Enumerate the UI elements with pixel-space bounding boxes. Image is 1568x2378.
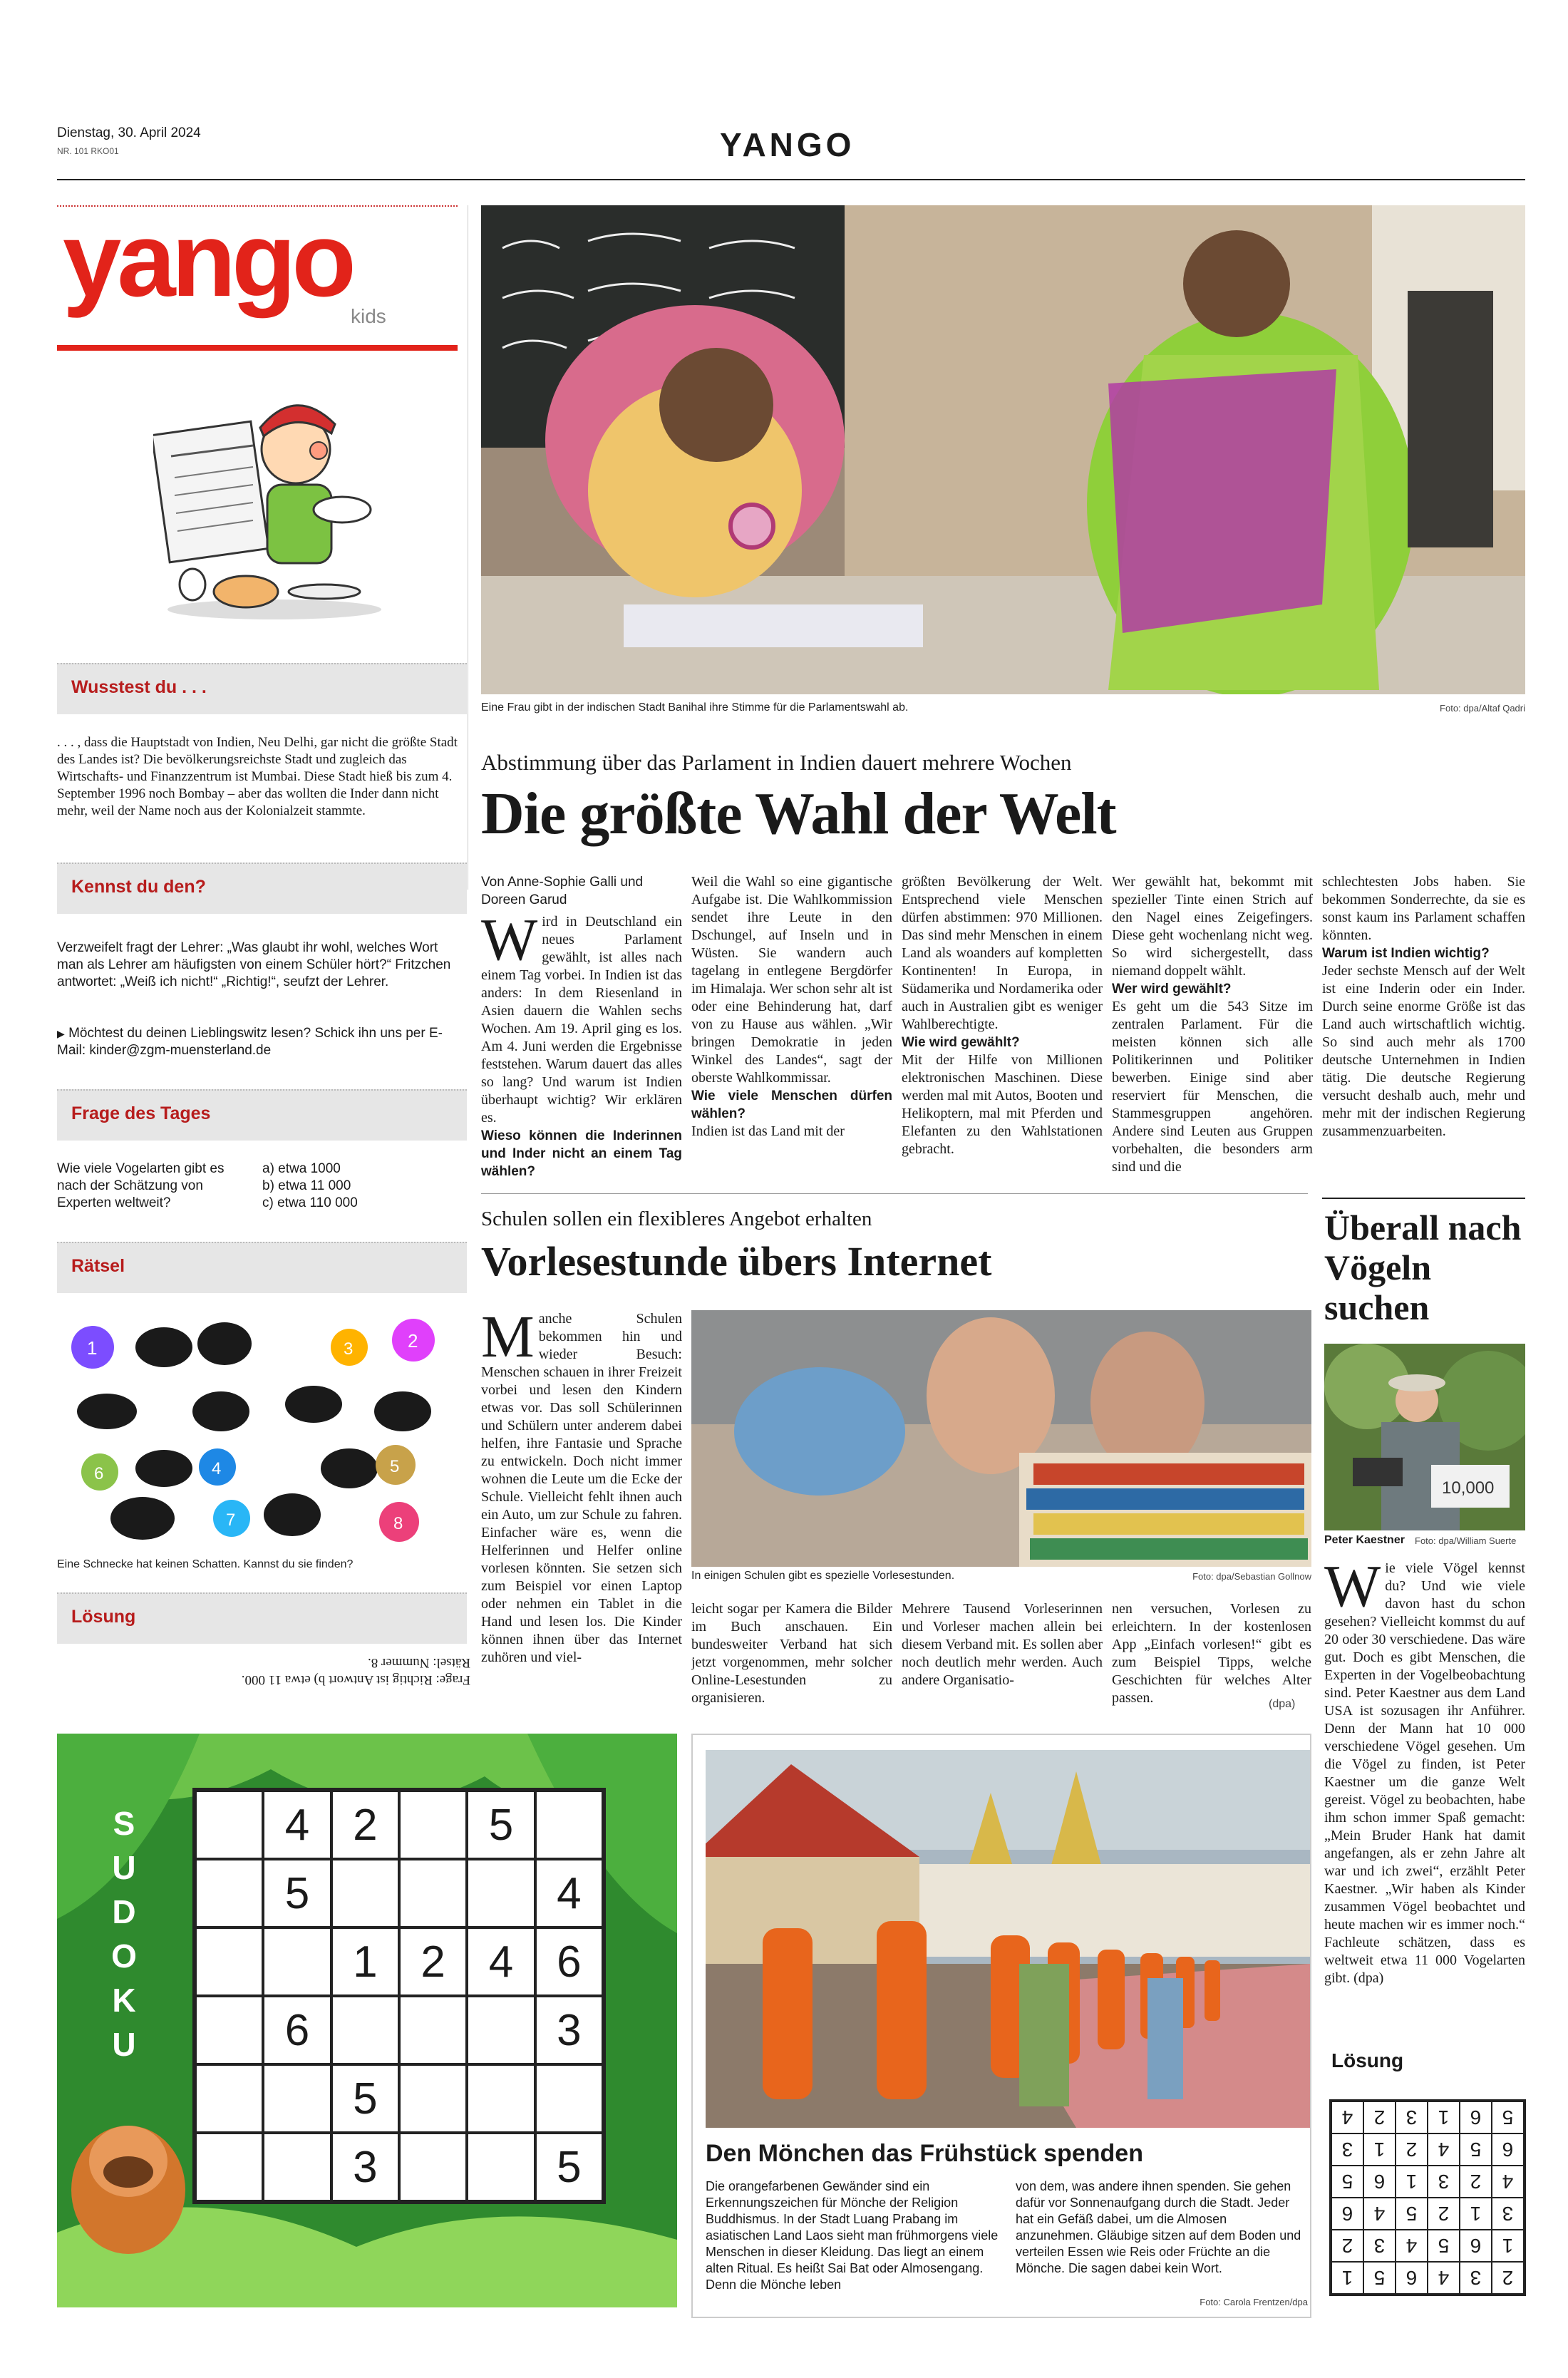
wusstest-heading: Wusstest du . . . (57, 663, 467, 714)
main-question-5: Warum ist Indien wichtig? (1322, 946, 1490, 961)
main-article-rule (481, 1193, 1308, 1194)
reading-photo-caption: In einigen Schulen gibt es spezielle Vorlesestunden. (691, 1570, 955, 1582)
sudoku-cell[interactable]: 3 (331, 2133, 399, 2201)
sudoku-cell[interactable] (399, 1791, 467, 1859)
sudoku-cell[interactable]: 6 (263, 1996, 331, 2064)
sudoku-box (57, 1734, 677, 2307)
logo-underline (57, 345, 458, 351)
sudoku-cell[interactable] (331, 1859, 399, 1927)
moenche-credit: Foto: Carola Frentzen/dpa (1200, 2297, 1308, 2307)
sudoku-cell[interactable] (195, 1927, 263, 1996)
vorlese-headline: Vorlesestunde übers Internet (481, 1238, 992, 1285)
sudoku-cell[interactable] (195, 1996, 263, 2064)
main-question-3: Wie wird gewählt? (902, 1035, 1020, 1050)
solution-cell: 2 (1331, 2230, 1363, 2262)
snail-number-1: 1 (87, 1337, 98, 1359)
birder-photo (1324, 1344, 1525, 1530)
moenche-col-1 (706, 2178, 1005, 2307)
kennst-heading: Kennst du den? (57, 863, 467, 914)
main-text-3b: Mit der Hilfe von Millionen elektronischen Maschinen. Diese werden mal mit Autos, Booten und Helikoptern, mal mit Pferden und Elefanten zu den Wahlstationen gebracht. (902, 1052, 1103, 1157)
solution-cell: 2 (1492, 2262, 1524, 2294)
loesung-heading: Lösung (57, 1592, 467, 1644)
frage-answer-c: c) etwa 110 000 (262, 1195, 358, 1210)
solution-cell: 4 (1492, 2166, 1524, 2198)
vorlese-source: (dpa) (1269, 1698, 1296, 1710)
solution-cell: 6 (1460, 2230, 1492, 2262)
sudoku-grid (192, 1788, 606, 2204)
vorlese-col-1 (481, 1310, 682, 1713)
main-col-3 (902, 873, 1103, 1187)
solution-cell: 5 (1492, 2101, 1524, 2133)
solution-heading: Lösung (1331, 2049, 1404, 2071)
vorlese-dropcap: M (481, 1310, 535, 1370)
loesung-line-2: Rätsel: Nummer 8. (367, 1655, 470, 1670)
vorlese-kicker: Schulen sollen ein flexibleres Angebot erhalten (481, 1208, 872, 1230)
sudoku-cell[interactable] (195, 1791, 263, 1859)
snail-number-3: 3 (344, 1339, 354, 1359)
sudoku-cell[interactable] (535, 1791, 603, 1859)
sudoku-cell[interactable] (195, 2064, 263, 2133)
monks-photo (706, 1750, 1310, 2128)
vorlese-text-4: nen versuchen, Vorlesen zu erleichtern. In der kostenlosen App „Einfach vorlesen!“ gibt es zum Beispiel Tipps, welche Geschichten für welches Alter passen. (1112, 1601, 1311, 1706)
solution-cell: 4 (1331, 2101, 1363, 2133)
sudoku-cell[interactable] (399, 2133, 467, 2201)
kennst-cta-text: Möchtest du deinen Lieblingswitz lesen? Schick ihn uns per E-Mail: kinder@zgm-muensterland.de (57, 1026, 443, 1058)
solution-cell: 4 (1396, 2230, 1428, 2262)
main-text-4b: Es geht um die 543 Sitze im zentralen Parlament. Für die meisten können sich alle Politikerinnen und Politiker bewerben. Einige sind aber reserviert für Menschen, die Stammesgruppen angehören. Andere sind Leuten aus Gruppen vorbehalten, die besonders arm sind und die (1112, 999, 1313, 1175)
solution-cell: 6 (1492, 2133, 1524, 2166)
main-col-2 (691, 873, 892, 1187)
election-photo (481, 205, 1525, 694)
main-text-3: größten Bevölkerung der Welt. Entsprechend viele Menschen dürfen abstimmen: 970 Millionen. Das sind mehr Menschen in einem Land als woanders auf kompletten Kontinenten! In Europa, in Südamerika und Nordamerika oder auch in Australien gibt es weniger Wahlberechtigte. (902, 874, 1103, 1032)
solution-cell: 5 (1428, 2230, 1460, 2262)
birder-photo-credit: Foto: dpa/William Suerte (1415, 1535, 1517, 1546)
vorlese-col-3 (902, 1600, 1103, 1713)
solution-cell: 1 (1460, 2198, 1492, 2230)
solution-cell: 3 (1396, 2101, 1428, 2133)
main-headline: Die größte Wahl der Welt (481, 781, 1116, 847)
vorlese-col-4 (1112, 1600, 1311, 1713)
sudoku-letter: K (112, 1982, 136, 2019)
frage-answer-a: a) etwa 1000 (262, 1161, 341, 1176)
solution-cell: 1 (1363, 2133, 1396, 2166)
main-question-4: Wer wird gewählt? (1112, 982, 1232, 997)
sudoku-cell[interactable] (263, 2064, 331, 2133)
snail-number-7: 7 (226, 1510, 236, 1530)
issue-number: NR. 101 RKO01 (57, 146, 119, 156)
sudoku-cell[interactable]: 5 (535, 2133, 603, 2201)
election-photo-caption: Eine Frau gibt in der indischen Stadt Banihal ihre Stimme für die Parlamentswahl ab. (481, 701, 909, 714)
main-text-1: ird in Deutschland ein neues Parlament gewählt, ist alles nach einem Tag vorbei. In Indien ist das anders: In dem Riesenland in Asien dauern die Wahlen sechs Wochen. Am 19. April ging es los. Am 4. Juni werden die Ergebnisse feststehen. Warum dauert das alles so lang? Und warum ist Indien überhaupt wichtig? Wir erklären es. (481, 914, 682, 1126)
snail-number-5: 5 (390, 1457, 400, 1476)
moenche-col-2 (1016, 2178, 1308, 2292)
loesung-text (143, 1654, 470, 1688)
solution-cell: 2 (1460, 2166, 1492, 2198)
solution-cell: 4 (1363, 2198, 1396, 2230)
main-text-4: Wer gewählt hat, bekommt mit spezieller Tinte einen Strich auf den Nagel eines Zeigefingers. Diese geht wochenlang nicht weg. So wird sichergestellt, dass niemand doppelt wählt. (1112, 874, 1313, 979)
main-question-2: Wie viele Menschen dürfen wählen? (691, 1088, 892, 1121)
main-byline: Von Anne-Sophie Galli und Doreen Garud (481, 875, 644, 907)
sudoku-cell[interactable] (467, 1859, 535, 1927)
yango-logo (58, 201, 458, 349)
sudoku-cell[interactable] (399, 1996, 467, 2064)
solution-cell: 5 (1396, 2198, 1428, 2230)
sudoku-cell[interactable] (331, 1996, 399, 2064)
voegel-text: ie viele Vögel kennst du? Und wie viele davon hast du schon gesehen? Vielleicht kommst du auf 20 oder 30 verschiedene. Das wäre gut. Doch es gibt Menschen, die Experten in der Vogelbeobachtung sind. Peter Kaestner aus dem Land USA ist sozusagen ihr Anführer. Denn der Mann hat 10 000 verschiedene Vögel gesehen. Um die Vögel zu finden, ist Peter Kaestner um die ganze Welt gereist. Vögel zu beobachten, habe ihm schon immer Spaß gemacht: „Mein Bruder Hank hat damit angefangen, als er zehn Jahre alt war und ich zwei“, erzählt Peter Kaestner. „Wir haben als Kinder zusammen Vögel beobachtet und heute machen wir es immer noch.“ Fachleute schätzen, dass es weltweit etwa 11 000 Vogelarten gibt. (1324, 1560, 1525, 1986)
sudoku-title-letters (107, 1801, 141, 2066)
sudoku-solution-grid (1329, 2099, 1526, 2296)
solution-cell: 6 (1331, 2198, 1363, 2230)
solution-cell: 3 (1492, 2198, 1524, 2230)
voegel-dropcap: W (1324, 1560, 1381, 1620)
moenche-headline: Den Mönchen das Frühstück spenden (706, 2140, 1143, 2167)
arrow-icon: ▶ (57, 1028, 65, 1039)
sudoku-cell[interactable]: 6 (535, 1927, 603, 1996)
reading-photo-credit: Foto: dpa/Sebastian Gollnow (1192, 1571, 1311, 1582)
solution-cell: 3 (1363, 2230, 1396, 2262)
vorlese-text-1: anche Schulen bekommen hin und wieder Besuch: Menschen schauen in ihrer Freizeit vorbei und lesen den Kindern etwas vor. Das soll Schülerinnen und Schülern unter anderem dabei helfen, ihre Fantasie und Sprache zu entwickeln. Doch nicht immer wohnen die Leute um die Ecke der Schule. Vielleicht fehlt ihnen auch ein Auto, um zur Schule zu fahren. Einfacher wäre es, wenn die Helferinnen und Helfer online vorlesen könnten. Sie setzen sich zum Beispiel vor einen Laptop oder nehmen ein Tablet in die Hand und lesen los. Die Kinder können ihnen über das Internet zuhören und viel- (481, 1311, 682, 1665)
reading-photo (691, 1310, 1311, 1567)
sudoku-cell[interactable]: 2 (399, 1927, 467, 1996)
solution-cell: 5 (1331, 2166, 1363, 2198)
solution-cell: 4 (1428, 2262, 1460, 2294)
sudoku-cell[interactable]: 5 (263, 1859, 331, 1927)
election-photo-credit: Foto: dpa/Altaf Qadri (1440, 703, 1525, 714)
birder-photo-caption: Peter Kaestner (1324, 1534, 1405, 1546)
solution-cell: 2 (1363, 2101, 1396, 2133)
sudoku-cell[interactable]: 5 (467, 1791, 535, 1859)
solution-cell: 1 (1331, 2262, 1363, 2294)
sudoku-cell[interactable]: 4 (535, 1859, 603, 1927)
monks-photo-illustration (706, 1750, 1310, 2128)
sudoku-cell[interactable] (399, 2064, 467, 2133)
sudoku-letter: U (112, 1849, 136, 1886)
solution-cell: 6 (1396, 2262, 1428, 2294)
sudoku-cell[interactable]: 5 (331, 2064, 399, 2133)
sudoku-cell[interactable]: 4 (467, 1927, 535, 1996)
main-col-1 (481, 873, 682, 1187)
solution-cell: 3 (1331, 2133, 1363, 2166)
voegel-source: (dpa) (1353, 1970, 1384, 1986)
frage-heading: Frage des Tages (57, 1089, 467, 1141)
main-text-5b: Jeder sechste Mensch auf der Welt ist eine Inderin oder ein Inder. Durch seine enorme Größe ist das Land auch wirtschaftlich wichtig. So sind auch mehr als 1700 deutsche Unternehmen in Indien tätig. Die deutsche Regierung versucht deshalb auch, mehr und mehr mit der indischen Regierung zusammenzuarbeiten. (1322, 963, 1525, 1139)
solution-cell: 3 (1460, 2262, 1492, 2294)
solution-cell: 3 (1428, 2166, 1460, 2198)
solution-cell: 5 (1460, 2133, 1492, 2166)
frage-question: Wie viele Vogelarten gibt es nach der Schätzung von Experten weltweit? (57, 1161, 225, 1210)
sudoku-cell[interactable]: 3 (535, 1996, 603, 2064)
solution-cell: 1 (1428, 2101, 1460, 2133)
section-title: YANGO (720, 126, 855, 163)
kennst-cta (57, 1025, 458, 1059)
solution-cell: 2 (1396, 2133, 1428, 2166)
solution-cell: 6 (1460, 2101, 1492, 2133)
moenche-text-2: von dem, was andere ihnen spenden. Sie gehen dafür vor Sonnenaufgang durch die Stadt. Jeder hat ein Gefäß dabei, um die Almosen anzunehmen. Gläubige sitzen auf dem Boden und verteilen Essen wie Reis oder Früchte an die Mönche. Die sagen dabei kein Wort. (1016, 2179, 1301, 2275)
sudoku-letter: U (112, 2026, 136, 2063)
raetsel-heading: Rätsel (57, 1242, 467, 1293)
voegel-headline: Überall nach Vögeln suchen (1324, 1208, 1522, 1327)
vorlese-text-3: Mehrere Tausend Vorleserinnen und Vorleser machen allein bei diesem Verband mit. Es sollen aber noch deutlich mehr werden. Auch andere Organisatio- (902, 1601, 1103, 1688)
reading-photo-illustration (691, 1310, 1311, 1567)
sudoku-cell[interactable] (195, 2133, 263, 2201)
snail-number-2: 2 (408, 1330, 418, 1352)
logo-word: yango (63, 201, 352, 319)
frage-answer-b: b) etwa 11 000 (262, 1178, 351, 1193)
solution-cell: 4 (1428, 2133, 1460, 2166)
vorlese-col-2 (691, 1600, 892, 1713)
main-col-4 (1112, 873, 1313, 1187)
sudoku-letter: S (113, 1805, 135, 1842)
loesung-line-1: Frage: Richtig ist Antwort b) etwa 11 000. (241, 1672, 470, 1687)
main-kicker: Abstimmung über das Parlament in Indien dauert mehrere Wochen (481, 750, 1072, 775)
main-dropcap: W (481, 907, 538, 973)
raetsel-caption: Eine Schnecke hat keinen Schatten. Kannst du sie finden? (57, 1558, 354, 1570)
main-text-2: Weil die Wahl so eine gigantische Aufgabe ist. Die Wahlkommission sendet ihre Leute in den Dschungel, auf Inseln und in Wüsten. Sie wandern auch tagelang in entlegene Bergdörfer im Himalaja. Wer schon sehr alt ist oder eine Behinderung hat, darf von zu Hause aus wählen. „Wir bringen Demokratie in jeden Winkel des Landes“, sagt der oberste Wahlkommissar. (691, 874, 892, 1086)
solution-cell: 1 (1396, 2166, 1428, 2198)
sudoku-cell[interactable] (195, 1859, 263, 1927)
sudoku-cell[interactable] (263, 1927, 331, 1996)
solution-cell: 1 (1492, 2230, 1524, 2262)
sudoku-letter: D (112, 1893, 136, 1930)
election-photo-illustration (481, 205, 1525, 694)
sudoku-cell[interactable] (467, 1996, 535, 2064)
birder-sign-text: 10,000 (1442, 1478, 1495, 1498)
snail-number-6: 6 (94, 1464, 104, 1483)
frage-answers (262, 1160, 455, 1212)
kennst-text: Verzweifelt fragt der Lehrer: „Was glaubt ihr wohl, welches Wort man als Lehrer am häufigsten von einem Schüler hört?“ Fritzchen antwortet: „Weiß ich nicht!“ „Richtig!“, seufzt der Lehrer. (57, 940, 451, 989)
main-question-1: Wieso können die Inderinnen und Inder nicht an einem Tag wählen? (481, 1128, 682, 1179)
mascot-newspaper-illustration (153, 371, 396, 627)
wusstest-text: . . . , dass die Hauptstadt von Indien, Neu Delhi, gar nicht die größte Stadt des Landes ist? Die bevölkerungsreichste Stadt und zugleich das Wirtschafts- und Finanzzentrum ist Mumbai. Diese Stadt hieß bis zum 4. September 1996 noch Bombay – aber das wollten die Inder dann nicht mehr, weil der Name noch aus der Kolonialzeit stammte. (57, 735, 458, 818)
solution-cell: 2 (1428, 2198, 1460, 2230)
moenche-text-1: Die orangefarbenen Gewänder sind ein Erkennungszeichen für Mönche der Religion Buddhismus. In der Stadt Luang Prabang im asiatischen Land Laos sieht man frühmorgens viele Menschen in dieser Kleidung. Das liegt an einem alten Ritual. Es heißt Sai Bat oder Almosengang. Denn die Mönche leben (706, 2179, 999, 2292)
sudoku-cell[interactable] (263, 2133, 331, 2201)
masthead-rule (57, 179, 1525, 180)
sudoku-cell[interactable] (467, 2133, 535, 2201)
main-text-5: schlechtesten Jobs haben. Sie bekommen Sonderrechte, da sie es sonst kaum ins Parlament schaffen könnten. (1322, 874, 1525, 943)
sudoku-cell[interactable] (535, 2064, 603, 2133)
voegel-rule (1322, 1198, 1525, 1199)
main-col-5 (1322, 873, 1525, 1187)
sudoku-cell[interactable] (399, 1859, 467, 1927)
snail-puzzle-illustration (57, 1304, 458, 1554)
issue-date: Dienstag, 30. April 2024 (57, 125, 201, 140)
solution-cell: 6 (1363, 2166, 1396, 2198)
voegel-text-col (1324, 1560, 1525, 2002)
sudoku-cell[interactable]: 1 (331, 1927, 399, 1996)
birder-photo-illustration (1324, 1344, 1525, 1530)
snail-number-4: 4 (212, 1459, 222, 1478)
sudoku-cell[interactable]: 4 (263, 1791, 331, 1859)
solution-cell: 5 (1363, 2262, 1396, 2294)
sudoku-cell[interactable] (467, 2064, 535, 2133)
sudoku-cell[interactable]: 2 (331, 1791, 399, 1859)
snail-number-8: 8 (393, 1514, 403, 1533)
logo-kids: kids (351, 305, 386, 327)
vorlese-text-2: leicht sogar per Kamera die Bilder im Buch anschauen. Ein bundesweiter Verband hat sich jetzt vorgenommen, mehr solcher Online-Lesestunden zu organisieren. (691, 1601, 892, 1706)
sudoku-letter: O (111, 1937, 137, 1975)
main-text-2b: Indien ist das Land mit der (691, 1123, 845, 1139)
